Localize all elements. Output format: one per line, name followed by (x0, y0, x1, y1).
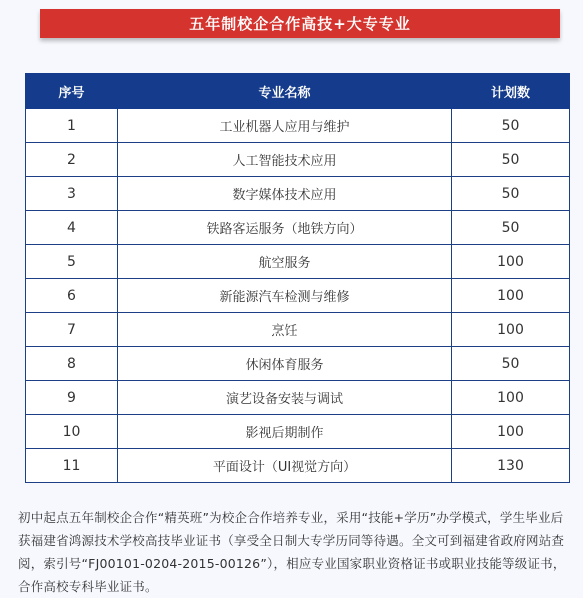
row-major-name: 演艺设备安装与调试 (118, 381, 452, 415)
row-plan-count: 100 (452, 381, 570, 415)
row-major-name: 休闲体育服务 (118, 347, 452, 381)
table-row (26, 109, 570, 143)
row-index: 5 (26, 245, 118, 279)
row-index: 7 (26, 313, 118, 347)
row-index: 9 (26, 381, 118, 415)
row-plan-count: 100 (452, 313, 570, 347)
row-index: 8 (26, 347, 118, 381)
table-row (26, 449, 570, 483)
row-major-name: 数字媒体技术应用 (118, 177, 452, 211)
header-index: 序号 (26, 74, 118, 109)
row-index: 11 (26, 449, 118, 483)
row-plan-count: 100 (452, 245, 570, 279)
row-index: 3 (26, 177, 118, 211)
row-major-name: 平面设计（UI视觉方向） (118, 449, 452, 483)
row-plan-count: 100 (452, 279, 570, 313)
row-plan-count: 130 (452, 449, 570, 483)
header-major-name: 专业名称 (118, 74, 452, 109)
row-plan-count: 50 (452, 347, 570, 381)
row-plan-count: 50 (452, 143, 570, 177)
row-major-name: 铁路客运服务（地铁方向） (118, 211, 452, 245)
row-plan-count: 50 (452, 177, 570, 211)
row-plan-count: 100 (452, 415, 570, 449)
row-plan-count: 50 (452, 109, 570, 143)
table-row (26, 415, 570, 449)
row-index: 6 (26, 279, 118, 313)
row-index: 10 (26, 415, 118, 449)
row-index: 4 (26, 211, 118, 245)
table-row (26, 177, 570, 211)
row-plan-count: 50 (452, 211, 570, 245)
row-major-name: 烹饪 (118, 313, 452, 347)
row-index: 2 (26, 143, 118, 177)
row-major-name: 影视后期制作 (118, 415, 452, 449)
header-plan-count: 计划数 (452, 74, 570, 109)
table-row (26, 279, 570, 313)
row-major-name: 航空服务 (118, 245, 452, 279)
majors-table (25, 73, 570, 483)
table-row (26, 313, 570, 347)
row-major-name: 新能源汽车检测与维修 (118, 279, 452, 313)
row-index: 1 (26, 109, 118, 143)
table-row (26, 347, 570, 381)
page-title: 五年制校企合作高技+大专专业 (40, 9, 560, 38)
table-row (26, 245, 570, 279)
table-row (26, 381, 570, 415)
table-header-row (26, 74, 570, 109)
row-major-name: 工业机器人应用与维护 (118, 109, 452, 143)
program-note: 初中起点五年制校企合作“精英班”为校企合作培养专业，采用“技能+学历”办学模式，学生毕业后获福建省鸿源技术学校高技毕业证书（享受全日制大专学历同等待遇。全文可到福建省政府网站查阅，索引号“FJ00101-0204-2015-00126”），相应专业国家职业资格证书或职业技能等级证书，合作高校专科毕业证书。 (18, 509, 566, 594)
table-row (26, 211, 570, 245)
row-major-name: 人工智能技术应用 (118, 143, 452, 177)
table-row (26, 143, 570, 177)
